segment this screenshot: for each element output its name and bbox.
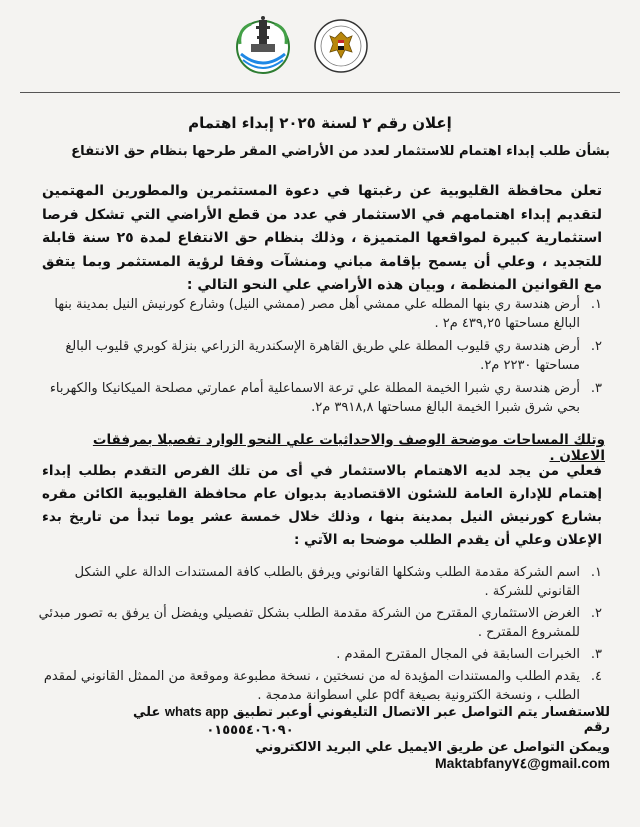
list-item-number: ١. [590,297,602,312]
list-item-number: ٢. [590,339,602,354]
list-item-number: ٤. [590,669,602,684]
intro-paragraph: تعلن محافظة القليوبية عن رغبتها في دعوة المستثمرين والمطورين المهتمين لتقديم إبداء اهتمامهم في الاستثمار في عدد من قطع الأراضي التي تشكل فرصا استثمارية كبيرة لمواقعها المتميزة ، وذلك بنظام حق الانتفاع لمدة ٢٥ سنة قابلة للتجديد ، وعلي أن يسمح بإقامة مباني ومنشآت وفقا لرؤية المستثمر وبما يتفق مع القوانين المنظمة ، وبيان هذه الأراضي علي النحو التالي : [42,183,603,293]
email-address[interactable]: Maktabfany٧٤@gmail.com [435,755,610,771]
announcement-title: إعلان رقم ٢ لسنة ٢٠٢٥ إبداء اهتمام [188,114,452,132]
header-divider [20,92,620,93]
phone-number: ٠١٥٥٥٤٠٦٠٩٠ [206,723,294,738]
contact-prefix: للاستفسار يتم التواصل عبر الاتصال التليفوني أوعبر تطبيق [232,705,610,720]
list-item [34,645,602,664]
list-item [34,379,602,417]
list-item [34,563,602,601]
list-item-text: اسم الشركة مقدمة الطلب وشكلها القانوني ويرفق بالطلب كافة المستندات الدالة علي الشكل القانوني للشركة . [74,565,580,599]
application-paragraph: فعلي من يجد لديه الاهتمام بالاستثمار في أى من تلك الفرص التقدم بطلب إبداء إهتمام للإدارة العامة للشئون الاقتصادية بديوان عام محافظة القليوبية الكائن مقره بشارع كورنيش النيل بمدينة بنها ، وذلك خلال خمسة عشر يوما تبدأ من تاريخ بدء الإعلان وعلي أن يقدم الطلب موضحا به الآتي : [42,463,602,548]
lands-list [34,295,602,421]
email-prefix: ويمكن التواصل عن طريق الايميل علي البريد الالكتروني [255,740,610,755]
list-item-text: أرض هندسة ري شبرا الخيمة المطلة علي ترعة الاسماعلية أمام عمارتي مصلحة الميكانيكا والكهرباء بحي شرق شبرا الخيمة البالغ مساحتها ٣٩١٨,٨ م٢. [49,381,580,415]
letterhead [0,6,640,86]
list-item-number: ٣. [590,381,602,396]
list-item-number: ١. [590,565,602,580]
contact-suffix: علي رقم [132,705,610,735]
list-item-text: يقدم الطلب والمستندات المؤيدة له من نسختين ، نسخة مطبوعة وموقعة من الممثل القانوني لمقدم الطلب ، ونسخة الكترونية بصيغة pdf علي اسطوانة مدمجة . [43,669,580,703]
list-item [34,337,602,375]
contact-email-line [80,740,610,772]
announcement-subtitle: بشأن طلب إبداء اهتمام للاستثمار لعدد من الأراضي المقر طرحها بنظام حق الانتفاع [71,144,610,159]
list-item [34,604,602,642]
list-item-number: ٣. [590,647,602,662]
attachments-note: وتلك المساحات موضحة الوصف والاحداثيات علي النحو الوارد تفصيلا بمرفقات الاعلان . [92,432,605,464]
governorate-logo-icon [233,14,293,74]
list-item-text: الغرض الاستثماري المقترح من الشركة مقدمة الطلب بشكل تفصيلي ويفضل أن يرفق به تصور مبدئي للمشروع المقترح . [38,606,580,640]
requirements-list [34,563,602,708]
list-item-text: أرض هندسة ري قليوب المطلة علي طريق القاهرة الإسكندرية الزراعي بنزلة كوبري قليوب البالغ مساحتها ٢٢٣٠ م٢. [65,339,580,373]
list-item [34,667,602,705]
list-item-number: ٢. [590,606,602,621]
list-item-text: أرض هندسة ري بنها المطله علي ممشي أهل مصر (ممشي النيل) وشارع كورنيش النيل بمدينة بنها البالغ مساحتها ٤٣٩,٢٥ م٢ . [54,297,580,331]
whatsapp-label: whats app [164,704,229,719]
ministry-eagle-logo-icon [302,18,380,72]
list-item-text: الخبرات السابقة في المجال المقترح المقدم . [336,647,580,662]
list-item [34,295,602,333]
